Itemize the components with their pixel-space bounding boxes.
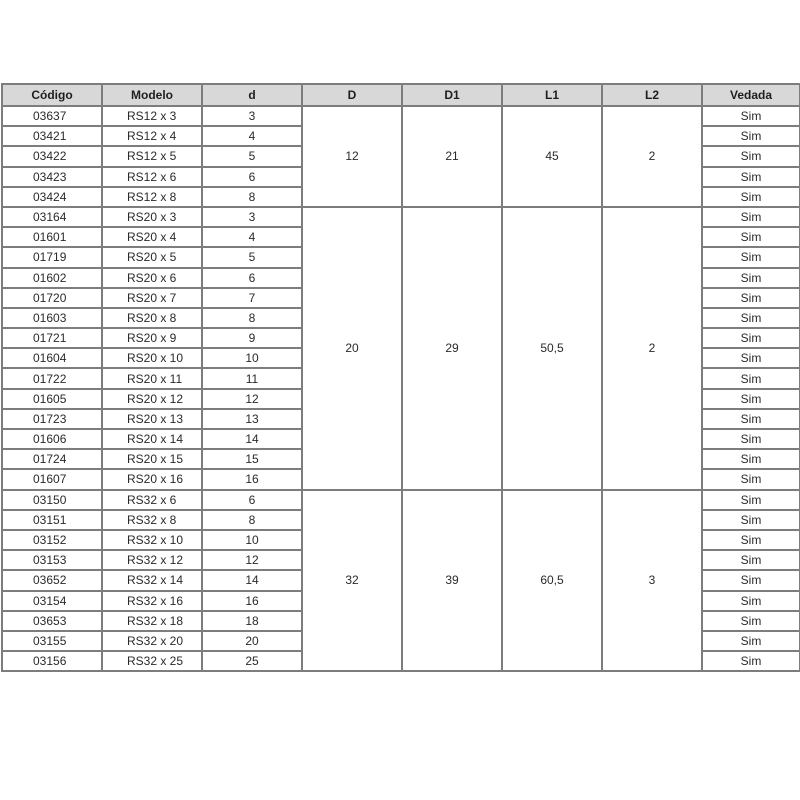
cell-codigo: 03153: [2, 550, 102, 570]
cell-d: 12: [202, 550, 302, 570]
cell-modelo: RS12 x 6: [102, 167, 202, 187]
cell-d: 25: [202, 651, 302, 671]
cell-modelo: RS20 x 7: [102, 288, 202, 308]
cell-d: 5: [202, 247, 302, 267]
cell-codigo: 01602: [2, 268, 102, 288]
cell-vedada: Sim: [702, 510, 800, 530]
cell-vedada: Sim: [702, 530, 800, 550]
cell-D: 12: [302, 106, 402, 207]
cell-d: 4: [202, 126, 302, 146]
cell-modelo: RS20 x 10: [102, 348, 202, 368]
cell-modelo: RS32 x 18: [102, 611, 202, 631]
cell-d: 10: [202, 530, 302, 550]
cell-modelo: RS12 x 4: [102, 126, 202, 146]
cell-d: 15: [202, 449, 302, 469]
cell-d: 14: [202, 570, 302, 590]
cell-modelo: RS32 x 25: [102, 651, 202, 671]
cell-d: 5: [202, 146, 302, 166]
cell-d: 10: [202, 348, 302, 368]
cell-vedada: Sim: [702, 146, 800, 166]
cell-codigo: 01722: [2, 368, 102, 388]
header-codigo: Código: [2, 84, 102, 106]
cell-codigo: 03151: [2, 510, 102, 530]
cell-D1: 21: [402, 106, 502, 207]
table-header: [2, 84, 800, 106]
cell-modelo: RS20 x 12: [102, 389, 202, 409]
cell-L1: 50,5: [502, 207, 602, 490]
cell-vedada: Sim: [702, 409, 800, 429]
cell-D: 20: [302, 207, 402, 490]
cell-vedada: Sim: [702, 611, 800, 631]
cell-modelo: RS32 x 16: [102, 591, 202, 611]
cell-codigo: 03637: [2, 106, 102, 126]
cell-codigo: 01607: [2, 469, 102, 489]
cell-vedada: Sim: [702, 308, 800, 328]
cell-modelo: RS20 x 16: [102, 469, 202, 489]
cell-codigo: 01724: [2, 449, 102, 469]
cell-modelo: RS12 x 5: [102, 146, 202, 166]
cell-codigo: 01719: [2, 247, 102, 267]
cell-codigo: 03154: [2, 591, 102, 611]
cell-modelo: RS20 x 13: [102, 409, 202, 429]
header-vedada: Vedada: [702, 84, 800, 106]
spec-table: [1, 83, 800, 672]
cell-codigo: 03152: [2, 530, 102, 550]
cell-codigo: 03424: [2, 187, 102, 207]
table-row: [2, 207, 800, 227]
cell-modelo: RS20 x 6: [102, 268, 202, 288]
cell-L2: 2: [602, 207, 702, 490]
cell-d: 7: [202, 288, 302, 308]
cell-codigo: 01723: [2, 409, 102, 429]
cell-modelo: RS20 x 9: [102, 328, 202, 348]
cell-codigo: 03164: [2, 207, 102, 227]
cell-vedada: Sim: [702, 651, 800, 671]
cell-codigo: 01603: [2, 308, 102, 328]
cell-codigo: 03423: [2, 167, 102, 187]
cell-modelo: RS20 x 8: [102, 308, 202, 328]
cell-vedada: Sim: [702, 429, 800, 449]
header-modelo: Modelo: [102, 84, 202, 106]
cell-modelo: RS20 x 11: [102, 368, 202, 388]
cell-L1: 45: [502, 106, 602, 207]
cell-codigo: 03421: [2, 126, 102, 146]
cell-modelo: RS32 x 8: [102, 510, 202, 530]
cell-modelo: RS32 x 6: [102, 490, 202, 510]
cell-D1: 39: [402, 490, 502, 672]
cell-L2: 3: [602, 490, 702, 672]
cell-d: 6: [202, 268, 302, 288]
cell-vedada: Sim: [702, 389, 800, 409]
cell-modelo: RS12 x 3: [102, 106, 202, 126]
cell-modelo: RS20 x 3: [102, 207, 202, 227]
cell-d: 6: [202, 167, 302, 187]
cell-modelo: RS20 x 15: [102, 449, 202, 469]
cell-d: 3: [202, 106, 302, 126]
cell-codigo: 01601: [2, 227, 102, 247]
table-row: [2, 490, 800, 510]
cell-d: 20: [202, 631, 302, 651]
cell-modelo: RS32 x 10: [102, 530, 202, 550]
cell-codigo: 03156: [2, 651, 102, 671]
cell-vedada: Sim: [702, 449, 800, 469]
cell-d: 4: [202, 227, 302, 247]
cell-codigo: 01721: [2, 328, 102, 348]
cell-vedada: Sim: [702, 187, 800, 207]
cell-vedada: Sim: [702, 126, 800, 146]
cell-modelo: RS32 x 20: [102, 631, 202, 651]
cell-codigo: 03422: [2, 146, 102, 166]
header-D1: D1: [402, 84, 502, 106]
cell-d: 18: [202, 611, 302, 631]
cell-modelo: RS20 x 5: [102, 247, 202, 267]
cell-modelo: RS12 x 8: [102, 187, 202, 207]
cell-d: 3: [202, 207, 302, 227]
cell-modelo: RS32 x 14: [102, 570, 202, 590]
cell-vedada: Sim: [702, 631, 800, 651]
cell-L1: 60,5: [502, 490, 602, 672]
cell-L2: 2: [602, 106, 702, 207]
cell-vedada: Sim: [702, 591, 800, 611]
cell-codigo: 01605: [2, 389, 102, 409]
cell-codigo: 03652: [2, 570, 102, 590]
cell-vedada: Sim: [702, 550, 800, 570]
header-L1: L1: [502, 84, 602, 106]
cell-vedada: Sim: [702, 469, 800, 489]
header-L2: L2: [602, 84, 702, 106]
cell-vedada: Sim: [702, 268, 800, 288]
cell-d: 13: [202, 409, 302, 429]
cell-vedada: Sim: [702, 247, 800, 267]
cell-vedada: Sim: [702, 490, 800, 510]
cell-codigo: 03155: [2, 631, 102, 651]
table-row: [2, 106, 800, 126]
cell-codigo: 01720: [2, 288, 102, 308]
cell-D1: 29: [402, 207, 502, 490]
cell-d: 6: [202, 490, 302, 510]
cell-vedada: Sim: [702, 328, 800, 348]
cell-d: 8: [202, 510, 302, 530]
cell-codigo: 01604: [2, 348, 102, 368]
cell-vedada: Sim: [702, 227, 800, 247]
cell-vedada: Sim: [702, 207, 800, 227]
cell-vedada: Sim: [702, 288, 800, 308]
cell-vedada: Sim: [702, 570, 800, 590]
cell-d: 12: [202, 389, 302, 409]
cell-vedada: Sim: [702, 167, 800, 187]
cell-vedada: Sim: [702, 368, 800, 388]
cell-modelo: RS20 x 4: [102, 227, 202, 247]
header-d: d: [202, 84, 302, 106]
cell-d: 8: [202, 308, 302, 328]
header-row: [2, 84, 800, 106]
cell-codigo: 03150: [2, 490, 102, 510]
cell-codigo: 01606: [2, 429, 102, 449]
cell-codigo: 03653: [2, 611, 102, 631]
cell-d: 9: [202, 328, 302, 348]
table-body: [2, 106, 800, 671]
cell-d: 8: [202, 187, 302, 207]
header-D: D: [302, 84, 402, 106]
cell-modelo: RS32 x 12: [102, 550, 202, 570]
cell-d: 14: [202, 429, 302, 449]
cell-d: 11: [202, 368, 302, 388]
cell-vedada: Sim: [702, 348, 800, 368]
cell-D: 32: [302, 490, 402, 672]
cell-modelo: RS20 x 14: [102, 429, 202, 449]
cell-d: 16: [202, 591, 302, 611]
cell-d: 16: [202, 469, 302, 489]
cell-vedada: Sim: [702, 106, 800, 126]
